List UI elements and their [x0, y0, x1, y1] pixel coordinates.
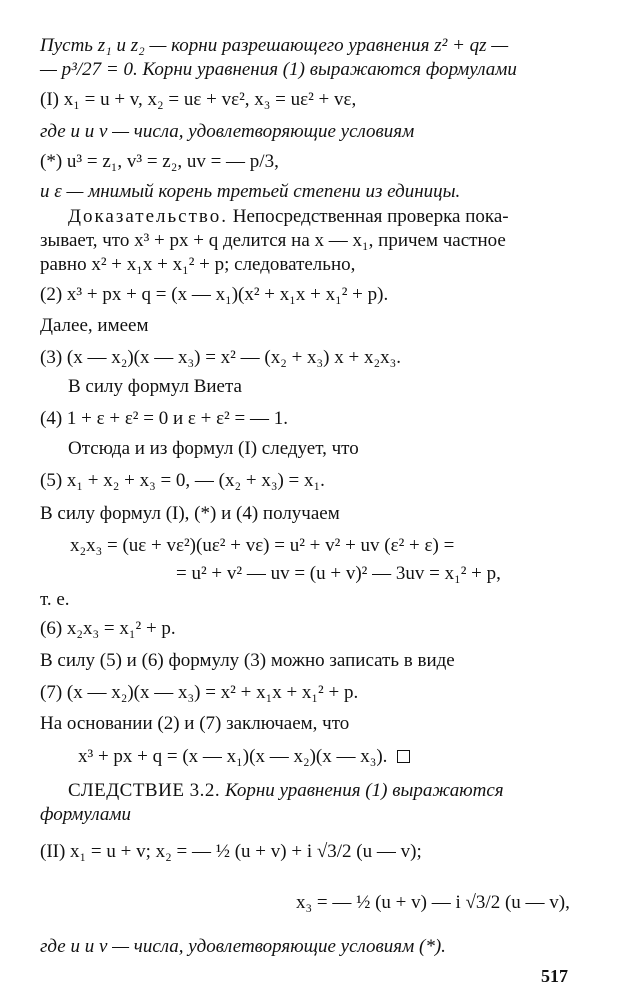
text-line: Отсюда и из формул (I) следует, что	[68, 438, 359, 459]
formula-II: (II) x₁ = u + v; x₂ = — ½ (u + v) + i √3/2 (u — v);	[40, 841, 422, 862]
formula-2: (2) x³ + px + q = (x — x₁)(x² + x₁x + x₁² + p).	[40, 284, 389, 305]
display-equation: = u² + v² — uv = (u + v)² — 3uv = x₁² + p,	[176, 563, 501, 584]
text-line: зывает, что x³ + px + q делится на x — x₁, причем частное	[40, 230, 506, 251]
text-span: Корни уравнения (1) выражаются	[220, 780, 504, 801]
page-number: 517	[541, 966, 568, 986]
display-equation: x₃ = — ½ (u + v) — i √3/2 (u — v),	[296, 892, 570, 913]
formula-4: (4) 1 + ε + ε² = 0 и ε + ε² = — 1.	[40, 408, 288, 429]
formula-I: (I) x₁ = u + v, x₂ = uε + vε², x₃ = uε² + vε,	[40, 89, 357, 110]
qed-square-icon	[397, 750, 410, 763]
display-equation	[78, 745, 410, 769]
text-line: В силу формул Виета	[68, 376, 242, 397]
text-line: На основании (2) и (7) заключаем, что	[40, 713, 350, 734]
proof-heading: Доказательство.	[68, 206, 228, 227]
formula-star: (*) u³ = z₁, v³ = z₂, uv = — p/3,	[40, 151, 279, 172]
formula-3: (3) (x — x₂)(x — x₃) = x² — (x₂ + x₃) x + x₂x₃.	[40, 347, 401, 368]
text-line: равно x² + x₁x + x₁² + p; следовательно,	[40, 254, 356, 275]
text-line: где u и v — числа, удовлетворяющие условиям (*).	[40, 936, 446, 957]
text-line: формулами	[40, 804, 131, 825]
text-span: Непосредственная проверка пока-	[228, 206, 509, 227]
text-line: В силу формул (I), (*) и (4) получаем	[40, 503, 340, 524]
text-line: В силу (5) и (6) формулу (3) можно записать в виде	[40, 650, 455, 671]
text-line: Далее, имеем	[40, 315, 149, 336]
formula-5: (5) x₁ + x₂ + x₃ = 0, — (x₂ + x₃) = x₁.	[40, 470, 325, 491]
formula-7: (7) (x — x₂)(x — x₃) = x² + x₁x + x₁² + p.	[40, 682, 359, 703]
text-line: Пусть z₁ и z₂ — корни разрешающего уравнения z² + qz —	[40, 35, 509, 56]
text-line: — p³/27 = 0. Корни уравнения (1) выражаются формулами	[40, 59, 517, 80]
display-equation: x₂x₃ = (uε + vε²)(uε² + vε) = u² + v² + uv (ε² + ε) =	[70, 535, 455, 556]
text-line: и ε — мнимый корень третьей степени из единицы.	[40, 181, 461, 202]
text-line	[68, 779, 504, 803]
text-line	[68, 205, 509, 229]
final-identity: x³ + px + q = (x — x₁)(x — x₂)(x — x₃).	[78, 746, 388, 767]
corollary-heading: СЛЕДСТВИЕ 3.2.	[68, 780, 221, 801]
formula-6: (6) x₂x₃ = x₁² + p.	[40, 618, 176, 639]
text-line: т. е.	[40, 589, 70, 610]
text-line: где u и v — числа, удовлетворяющие условиям	[40, 121, 415, 142]
